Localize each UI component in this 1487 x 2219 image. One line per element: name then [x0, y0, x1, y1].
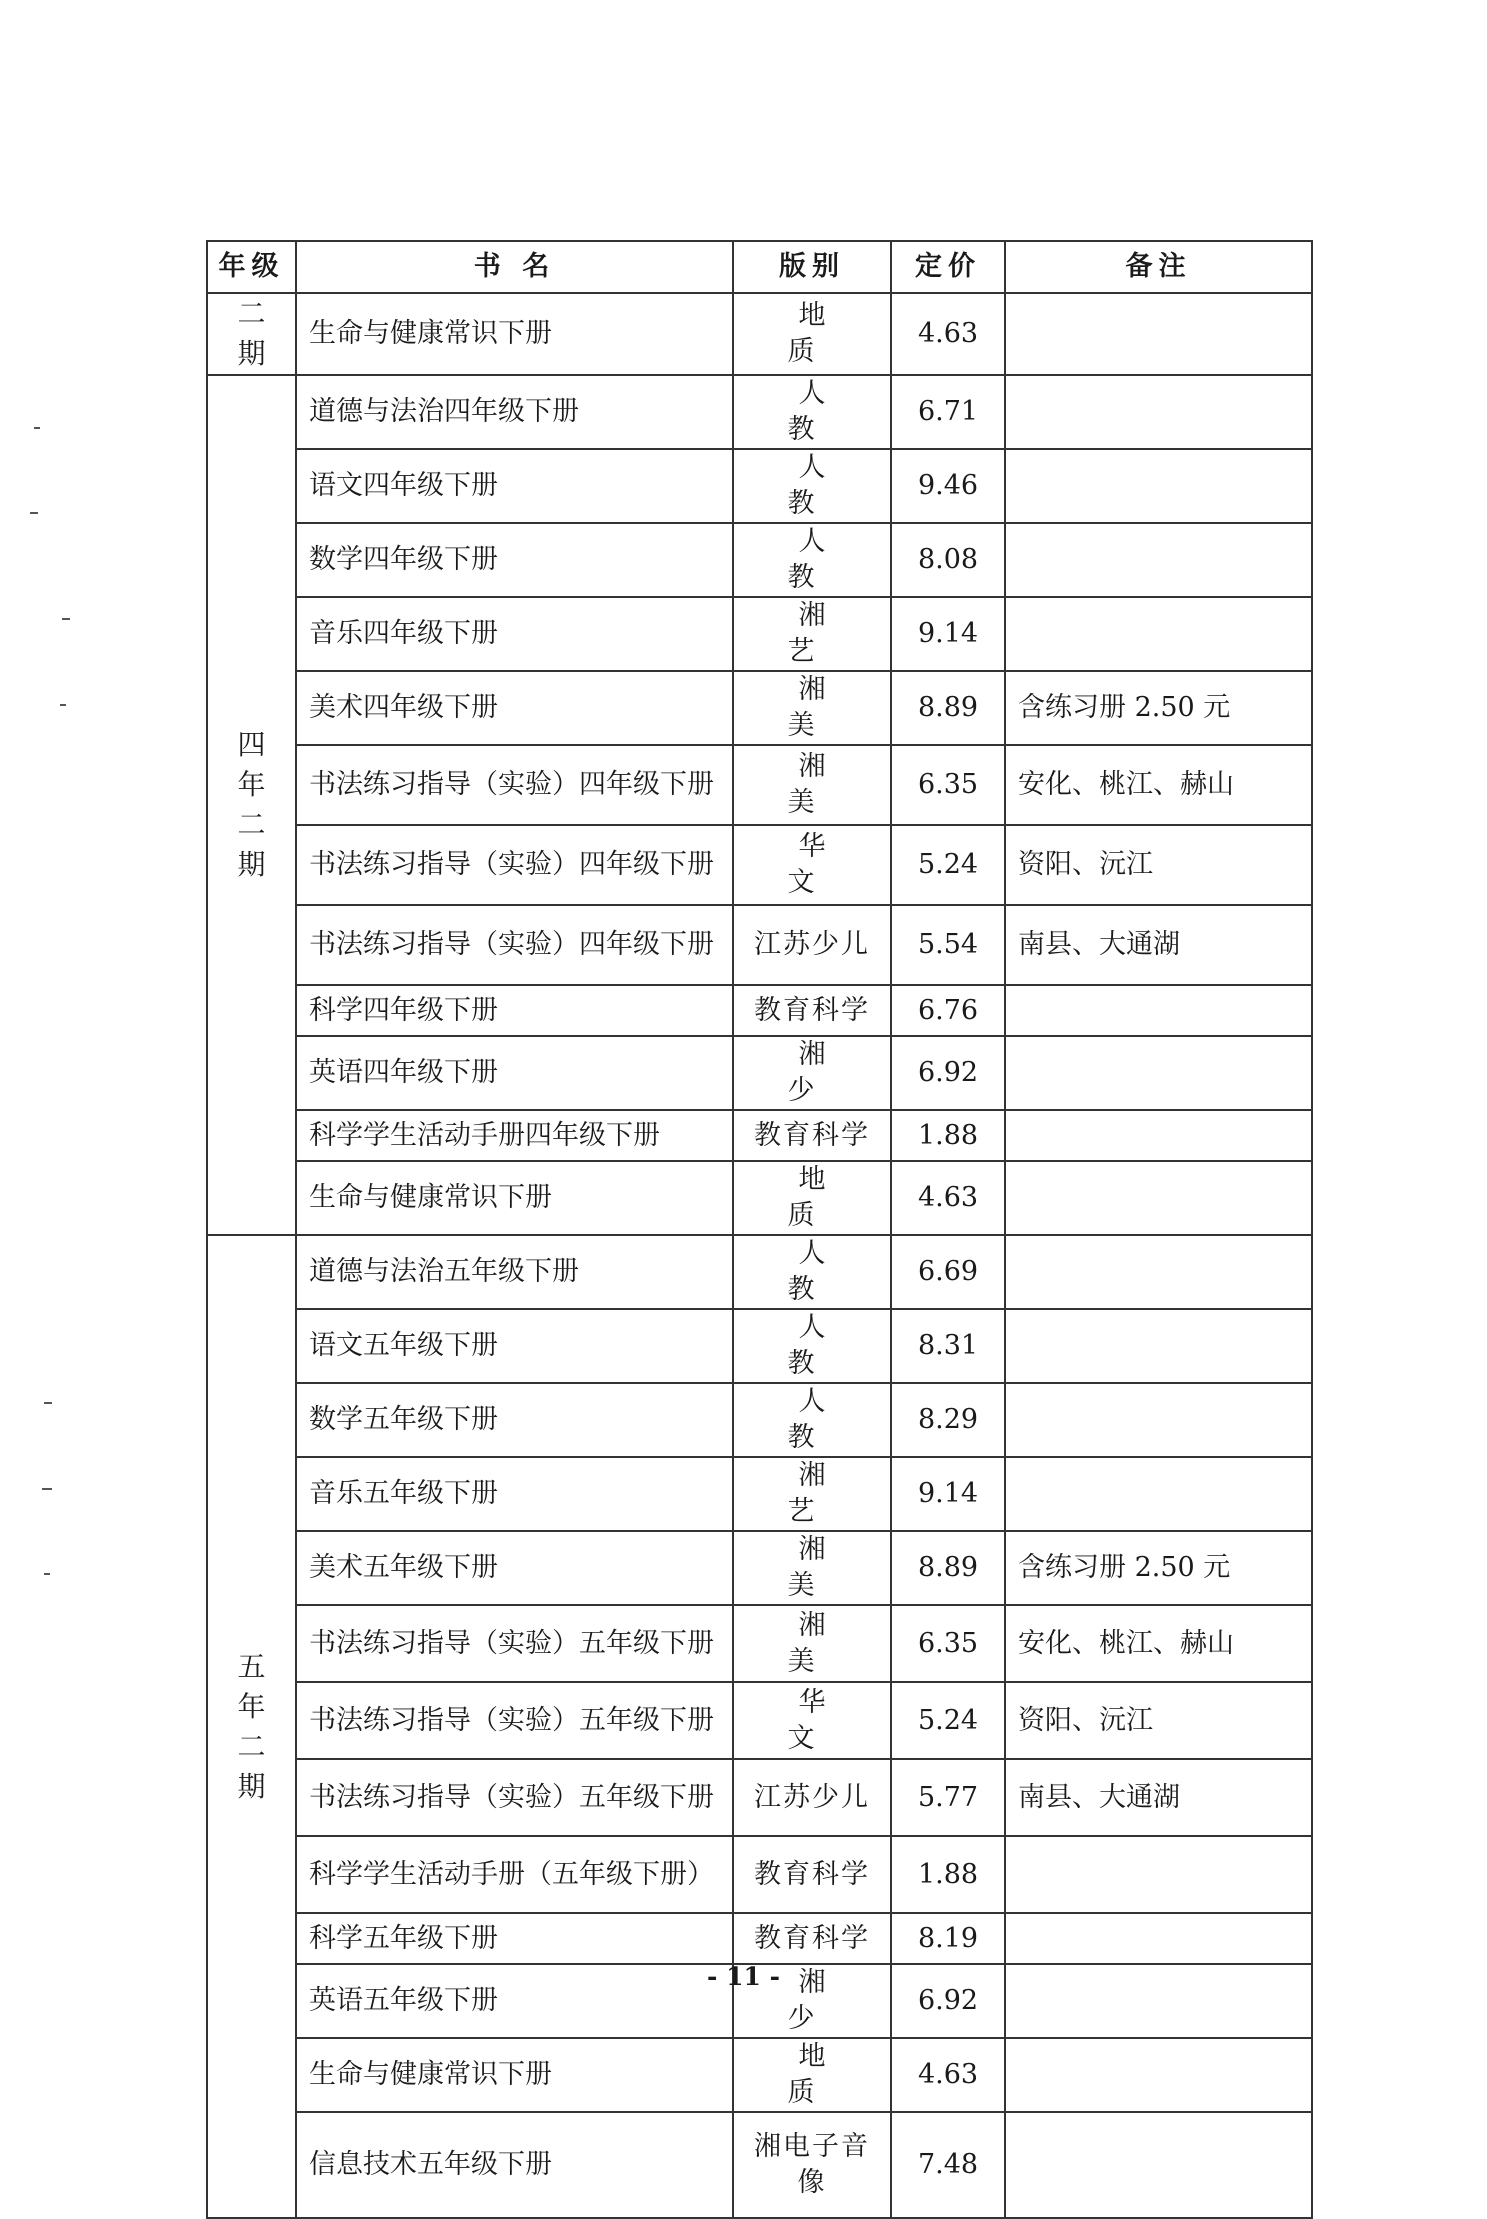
book-title: 信息技术五年级下册 [296, 2112, 733, 2218]
price: 8.08 [891, 523, 1005, 597]
book-title: 数学五年级下册 [296, 1383, 733, 1457]
table-row [207, 449, 1312, 523]
edition: 湘 少 [733, 1036, 891, 1110]
book-title: 美术五年级下册 [296, 1531, 733, 1605]
table-row [207, 1110, 1312, 1161]
table-row [207, 1605, 1312, 1682]
table-row [207, 597, 1312, 671]
scan-mark [34, 427, 40, 429]
edition: 湘 美 [733, 671, 891, 745]
note: 资阳、沅江 [1005, 1682, 1312, 1759]
note [1005, 1383, 1312, 1457]
note [1005, 523, 1312, 597]
price: 6.35 [891, 1605, 1005, 1682]
header-title: 书 名 [296, 241, 733, 293]
edition: 人 教 [733, 375, 891, 449]
edition: 湘 美 [733, 1531, 891, 1605]
price: 6.35 [891, 745, 1005, 825]
textbook-price-table [206, 240, 1313, 2219]
edition: 人 教 [733, 1309, 891, 1383]
book-title: 科学五年级下册 [296, 1913, 733, 1964]
book-title: 生命与健康常识下册 [296, 1161, 733, 1235]
book-title: 语文四年级下册 [296, 449, 733, 523]
scan-mark [30, 512, 38, 514]
note [1005, 597, 1312, 671]
edition: 人 教 [733, 449, 891, 523]
note [1005, 1235, 1312, 1309]
book-title: 生命与健康常识下册 [296, 293, 733, 375]
scan-mark [60, 704, 66, 706]
header-note: 备注 [1005, 241, 1312, 293]
header-grade: 年级 [207, 241, 296, 293]
price: 6.76 [891, 985, 1005, 1036]
table-row [207, 2038, 1312, 2112]
edition: 地 质 [733, 1161, 891, 1235]
price: 5.77 [891, 1759, 1005, 1836]
price: 6.69 [891, 1235, 1005, 1309]
book-title: 书法练习指导（实验）五年级下册 [296, 1605, 733, 1682]
scan-mark [44, 1573, 50, 1575]
edition: 地 质 [733, 2038, 891, 2112]
grade-cell: 五 年 二 期 [207, 1235, 296, 2218]
table-row [207, 523, 1312, 597]
note: 安化、桃江、赫山 [1005, 1605, 1312, 1682]
note [1005, 1161, 1312, 1235]
table-row [207, 2112, 1312, 2218]
book-title: 书法练习指导（实验）五年级下册 [296, 1759, 733, 1836]
price: 8.31 [891, 1309, 1005, 1383]
grade-cell: 四 年 二 期 [207, 375, 296, 1235]
price: 9.14 [891, 597, 1005, 671]
price: 4.63 [891, 293, 1005, 375]
book-title: 英语四年级下册 [296, 1036, 733, 1110]
edition: 人 教 [733, 1383, 891, 1457]
table-row [207, 905, 1312, 985]
table-row [207, 1457, 1312, 1531]
price: 4.63 [891, 1161, 1005, 1235]
note [1005, 2112, 1312, 2218]
note [1005, 2038, 1312, 2112]
note [1005, 1457, 1312, 1531]
book-title: 书法练习指导（实验）四年级下册 [296, 905, 733, 985]
table-body [207, 293, 1312, 2218]
note: 安化、桃江、赫山 [1005, 745, 1312, 825]
price: 9.46 [891, 449, 1005, 523]
table-row [207, 1682, 1312, 1759]
edition: 地 质 [733, 293, 891, 375]
note [1005, 985, 1312, 1036]
price: 6.92 [891, 1036, 1005, 1110]
book-title: 书法练习指导（实验）四年级下册 [296, 745, 733, 825]
note [1005, 1309, 1312, 1383]
scan-mark [44, 1402, 52, 1404]
table-row [207, 1531, 1312, 1605]
note [1005, 449, 1312, 523]
scan-mark [62, 618, 70, 620]
edition: 教育科学 [733, 1836, 891, 1913]
table-row [207, 985, 1312, 1036]
price: 5.54 [891, 905, 1005, 985]
note: 含练习册 2.50 元 [1005, 671, 1312, 745]
edition: 江苏少儿 [733, 905, 891, 985]
table-row [207, 745, 1312, 825]
book-title: 书法练习指导（实验）五年级下册 [296, 1682, 733, 1759]
note [1005, 1110, 1312, 1161]
book-title: 科学学生活动手册四年级下册 [296, 1110, 733, 1161]
table-row [207, 1836, 1312, 1913]
note: 南县、大通湖 [1005, 1759, 1312, 1836]
edition: 湘 艺 [733, 597, 891, 671]
scan-mark [42, 1488, 52, 1490]
edition: 湘 美 [733, 1605, 891, 1682]
edition: 华 文 [733, 825, 891, 905]
price: 8.29 [891, 1383, 1005, 1457]
price: 8.89 [891, 671, 1005, 745]
note [1005, 1913, 1312, 1964]
edition: 湘 艺 [733, 1457, 891, 1531]
table-row [207, 1383, 1312, 1457]
edition: 教育科学 [733, 985, 891, 1036]
edition: 人 教 [733, 1235, 891, 1309]
table-row [207, 671, 1312, 745]
edition: 教育科学 [733, 1913, 891, 1964]
book-title: 道德与法治四年级下册 [296, 375, 733, 449]
table-row [207, 1759, 1312, 1836]
note [1005, 1036, 1312, 1110]
note: 南县、大通湖 [1005, 905, 1312, 985]
edition: 教育科学 [733, 1110, 891, 1161]
note: 资阳、沅江 [1005, 825, 1312, 905]
table-row [207, 375, 1312, 449]
price: 4.63 [891, 2038, 1005, 2112]
header-price: 定价 [891, 241, 1005, 293]
price: 9.14 [891, 1457, 1005, 1531]
page-number: - 11 - [707, 1962, 780, 1991]
edition: 湘 少 [733, 1964, 891, 2038]
price: 8.89 [891, 1531, 1005, 1605]
price: 6.71 [891, 375, 1005, 449]
edition: 湘 美 [733, 745, 891, 825]
table-row [207, 825, 1312, 905]
price: 6.92 [891, 1964, 1005, 2038]
table-row [207, 293, 1312, 375]
edition: 湘电子音像 [733, 2112, 891, 2218]
book-title: 科学学生活动手册（五年级下册） [296, 1836, 733, 1913]
price: 5.24 [891, 1682, 1005, 1759]
header-edition: 版别 [733, 241, 891, 293]
book-title: 科学四年级下册 [296, 985, 733, 1036]
price: 5.24 [891, 825, 1005, 905]
book-title: 生命与健康常识下册 [296, 2038, 733, 2112]
price: 7.48 [891, 2112, 1005, 2218]
note: 含练习册 2.50 元 [1005, 1531, 1312, 1605]
book-title: 英语五年级下册 [296, 1964, 733, 2038]
table-row [207, 1235, 1312, 1309]
note [1005, 1836, 1312, 1913]
book-title: 音乐四年级下册 [296, 597, 733, 671]
table-row [207, 1309, 1312, 1383]
price: 8.19 [891, 1913, 1005, 1964]
note [1005, 375, 1312, 449]
grade-cell: 二 期 [207, 293, 296, 375]
table-row [207, 1161, 1312, 1235]
book-title: 语文五年级下册 [296, 1309, 733, 1383]
note [1005, 293, 1312, 375]
book-title: 美术四年级下册 [296, 671, 733, 745]
edition: 人 教 [733, 523, 891, 597]
table-header-row [207, 241, 1312, 293]
price: 1.88 [891, 1836, 1005, 1913]
price: 1.88 [891, 1110, 1005, 1161]
book-title: 书法练习指导（实验）四年级下册 [296, 825, 733, 905]
book-title: 道德与法治五年级下册 [296, 1235, 733, 1309]
table-row [207, 1913, 1312, 1964]
edition: 江苏少儿 [733, 1759, 891, 1836]
edition: 华 文 [733, 1682, 891, 1759]
table-row [207, 1036, 1312, 1110]
book-title: 数学四年级下册 [296, 523, 733, 597]
book-title: 音乐五年级下册 [296, 1457, 733, 1531]
